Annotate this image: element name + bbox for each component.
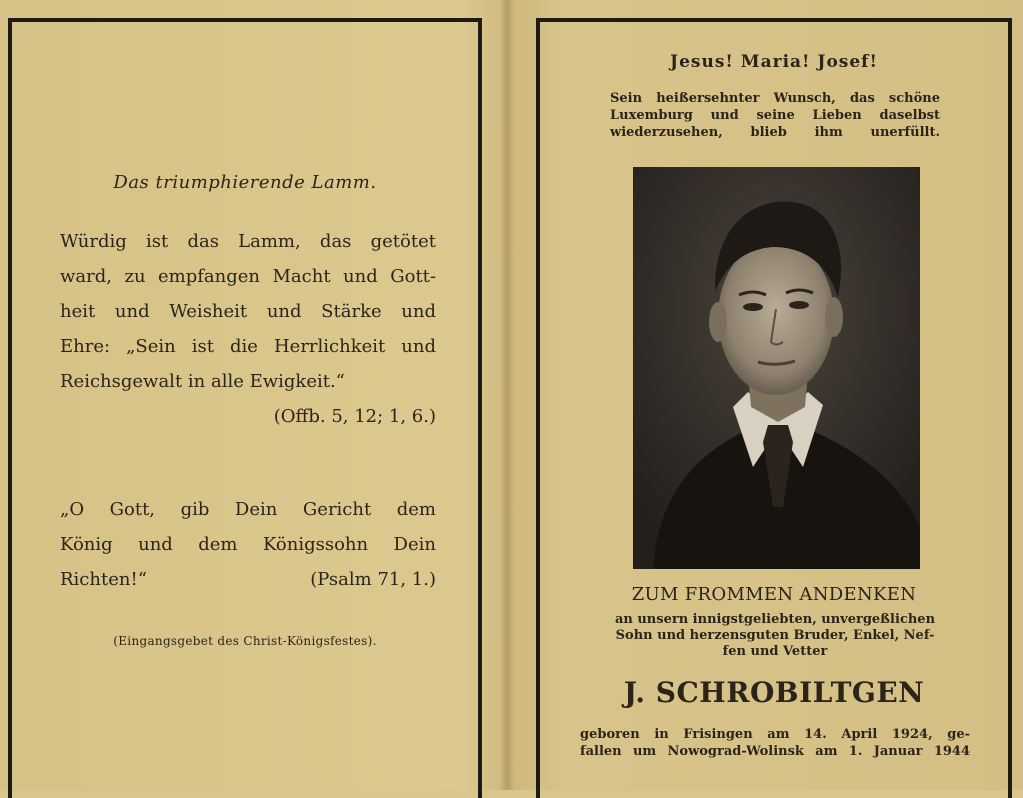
wish-line: Sein heißersehnter Wunsch, das schöne <box>610 91 940 106</box>
wish-text <box>610 90 940 141</box>
portrait-photo <box>633 167 920 569</box>
wish-line: wiederzusehen, blieb ihm unerfüllt. <box>610 125 940 140</box>
verse-reference: (Offb. 5, 12; 1, 6.) <box>273 406 436 427</box>
portrait-illustration <box>633 167 920 569</box>
verse-line: ward, zu empfangen Macht und Gott- <box>60 266 436 287</box>
verse-line: Würdig ist das Lamm, das getötet <box>60 231 436 252</box>
life-dates <box>580 726 970 760</box>
verse-line: Ehre: „Sein ist die Herrlichkeit und <box>60 336 436 357</box>
verse-psalm <box>60 492 436 597</box>
memorial-heading: ZUM FROMMEN ANDENKEN <box>631 584 917 605</box>
verse-source: (Eingangsgebet des Christ-Königsfestes). <box>113 634 377 648</box>
invocation: Jesus! Maria! Josef! <box>670 52 878 72</box>
verse-title: Das triumphierende Lamm. <box>113 172 377 193</box>
verse-line: Reichsgewalt in alle Ewigkeit.“ <box>60 371 345 392</box>
verse-line: „O Gott, gib Dein Gericht dem <box>60 499 436 520</box>
dates-line: geboren in Frisingen am 14. April 1924, ge- <box>580 727 970 742</box>
verse-line: König und dem Königssohn Dein <box>60 534 436 555</box>
memorial-line: fen und Vetter <box>722 644 828 659</box>
memorial-line: an unsern innigstgeliebten, unvergeßlichen <box>614 612 936 627</box>
verse-last-line <box>60 562 436 597</box>
deceased-name: J. SCHROBILTGEN <box>623 676 925 709</box>
verse-line: heit und Weisheit und Stärke und <box>60 301 436 322</box>
wish-line: Luxemburg und seine Lieben daselbst <box>610 108 940 123</box>
verse-revelation <box>60 224 436 434</box>
memorial-line: Sohn und herzensguten Bruder, Enkel, Nef- <box>615 628 935 643</box>
verse-reference: (Psalm 71, 1.) <box>310 569 436 590</box>
right-panel <box>536 18 1012 798</box>
memorial-text <box>590 612 960 660</box>
verse-line: Richten!“ <box>60 569 147 590</box>
card-fold <box>500 0 514 790</box>
left-panel <box>8 18 482 798</box>
dates-line: fallen um Nowograd-Wolinsk am 1. Januar 1944 <box>580 744 970 759</box>
